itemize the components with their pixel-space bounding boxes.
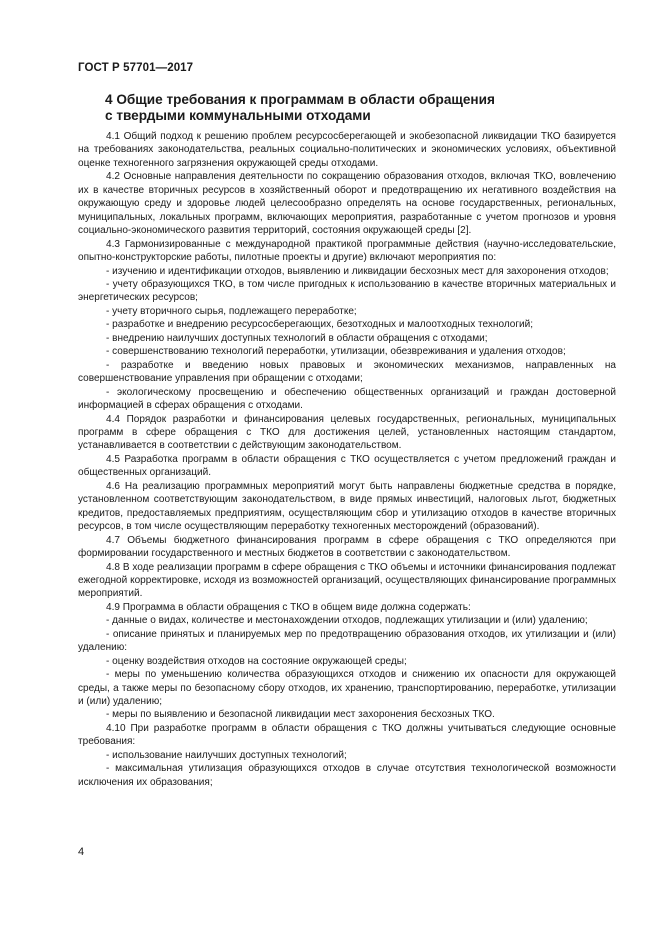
paragraph-4-6: 4.6 На реализацию программных мероприятий могут быть направлены бюджетные средства в порядке, установленном соответствующим законодательством, в виде прямых инвестиций, налоговых льгот, бюджетных кредитов, предоставляемых предприятиям, осуществляющим сбор и утилизацию отходов в качестве вторичных ресурсов, в том числе осуществляющим переработку техногенных месторождений (образований). (78, 480, 616, 533)
list-item: - использование наилучших доступных технологий; (106, 749, 347, 761)
standard-code-header: ГОСТ Р 57701—2017 (78, 62, 194, 74)
paragraph-4-3: 4.3 Гармонизированные с международной практикой программные действия (научно-исследовательские, опытно-конструкторские работы, пилотные проекты и другие) включают мероприятия по: (78, 238, 616, 264)
list-item: - данные о видах, количестве и местонахождении отходов, подлежащих утилизации и (или) удалению; (106, 615, 588, 627)
paragraph-4-4: 4.4 Порядок разработки и финансирования целевых государственных, региональных, муниципальных программ в сфере обращения с ТКО для достижения целей, установленных настоящим стандартом, устанавливается в соответствии с действующим законодательством. (78, 413, 616, 452)
list-item: - внедрению наилучших доступных технологий в области обращения с отходами; (106, 332, 488, 344)
list-item: - совершенствованию технологий переработки, утилизации, обезвреживания и удаления отходов; (106, 346, 566, 358)
list-item: - разработке и внедрению ресурсосберегающих, безотходных и малоотходных технологий; (106, 319, 534, 331)
paragraph-4-7: 4.7 Объемы бюджетного финансирования программ в сфере обращения с ТКО определяются при формировании государственного и местных бюджетов в соответствии с законодательством. (78, 534, 616, 560)
page-number: 4 (78, 846, 85, 858)
paragraph-4-8: 4.8 В ходе реализации программ в сфере обращения с ТКО объемы и источники финансирования подлежат ежегодной корректировке, исходя из возможностей организаций, осуществляющих финансирование программных мероприятий. (78, 561, 616, 600)
list-item: - учету образующихся ТКО, в том числе пригодных к использованию в качестве вторичных материальных и энергетических ресурсов; (78, 278, 616, 304)
list-item: - описание принятых и планируемых мер по предотвращению образования отходов, их утилизации и (или) удалению: (78, 628, 616, 654)
section-title-line-2: с твердыми коммунальными отходами (105, 108, 371, 123)
section-title-line-1: 4 Общие требования к программам в области обращения (105, 92, 495, 107)
list-item: - экологическому просвещению и обеспечению общественных организаций и граждан достоверной информацией в сферах обращения с отходами. (78, 386, 616, 412)
section-title (105, 92, 565, 124)
list-item: - максимальная утилизация образующихся отходов в случае отсутствия технологической возможности исключения их образования; (78, 763, 616, 788)
paragraph-4-10: 4.10 При разработке программ в области обращения с ТКО должны учитываться следующие основные требования: (78, 722, 616, 748)
list-item: - изучению и идентификации отходов, выявлению и ликвидации бесхозных мест для захоронения отходов; (106, 265, 609, 277)
paragraph-4-5: 4.5 Разработка программ в области обращения с ТКО осуществляется с учетом предложений граждан и общественных организаций. (78, 453, 616, 479)
paragraph-4-9: 4.9 Программа в области обращения с ТКО в общем виде должна содержать: (106, 601, 471, 613)
paragraph-4-2: 4.2 Основные направления деятельности по сокращению образования отходов, включая ТКО, вовлечению их в качестве вторичных ресурсов в хозяйственный оборот и предотвращению их негативного воздействия на окружающую среду и здоровье людей целесообразно определять на основе государственных, региональных, муниципальных, локальных программ, включающих мероприятия, разработанные с учетом прогнозов и уровня социально-экономического развития территорий, состояния окружающей среды [2]. (78, 171, 616, 237)
list-item: - меры по уменьшению количества образующихся отходов и снижению их опасности для окружающей среды, а также меры по безопасному сбору отходов, их хранению, транспортированию, переработке, утилизации и (или) удалению; (78, 669, 616, 708)
list-item: - оценку воздействия отходов на состояние окружающей среды; (106, 655, 407, 667)
list-item: - разработке и введению новых правовых и экономических механизмов, направленных на совершенствование управления при обращении с отходами; (78, 359, 616, 385)
list-item: - меры по выявлению и безопасной ликвидации мест захоронения бесхозных ТКО. (106, 709, 495, 721)
paragraph-4-1: 4.1 Общий подход к решению проблем ресурсосберегающей и экобезопасной ликвидации ТКО базируется на требованиях законодательства, реальных социально-политических и экономических условиях, объективной оценке техногенного загрязнения окружающей среды отходами. (78, 131, 616, 169)
body-text (78, 130, 616, 789)
list-item: - учету вторичного сырья, подлежащего переработке; (106, 305, 357, 317)
